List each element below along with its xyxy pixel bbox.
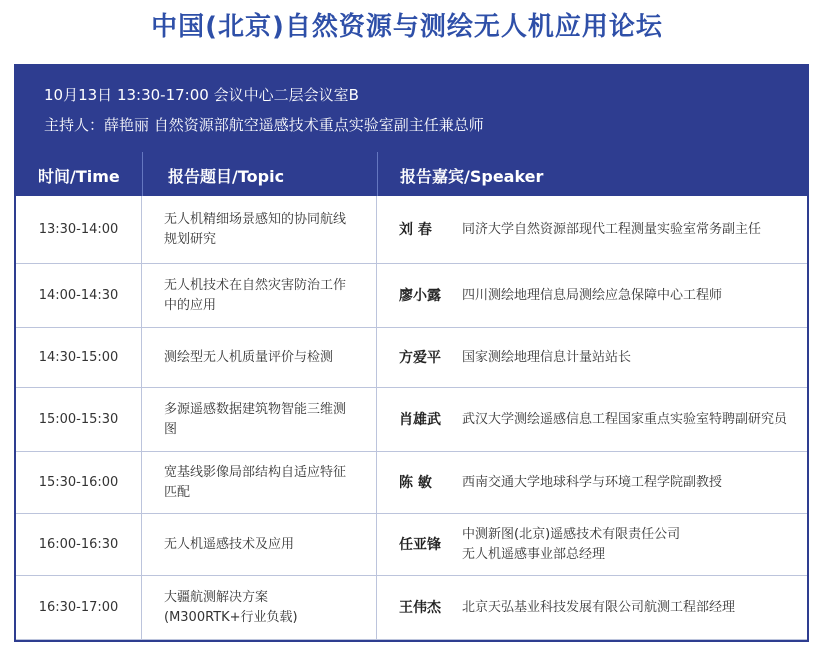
speaker-name	[377, 328, 447, 387]
speaker-name	[377, 576, 447, 639]
speaker-affiliation	[462, 196, 807, 263]
speaker-affiliation	[462, 388, 807, 451]
speaker-affiliation	[462, 328, 807, 387]
header-divider	[142, 152, 143, 196]
session-date-venue: 10月13日 13:30-17:00 会议中心二层会议室B	[44, 86, 359, 104]
topic-cell-text: 无人机技术在自然灾害防治工作中的应用	[164, 277, 347, 313]
time-cell	[16, 196, 142, 263]
speaker-name-text: 陈 敏	[399, 474, 432, 491]
speaker-affiliation-text: 武汉大学测绘遥感信息工程国家重点实验室特聘副研究员	[462, 411, 788, 427]
table-row	[16, 388, 807, 452]
speaker-affiliation-text: 四川测绘地理信息局测绘应急保障中心工程师	[462, 287, 723, 303]
page-title: 中国(北京)自然资源与测绘无人机应用论坛	[151, 12, 663, 42]
time-cell	[16, 328, 142, 387]
speaker-name	[377, 452, 447, 513]
speaker-affiliation	[462, 514, 807, 575]
speaker-affiliation	[462, 264, 807, 327]
speaker-affiliation	[462, 452, 807, 513]
table-row	[16, 196, 807, 264]
speaker-affiliation	[462, 576, 807, 639]
session-host: 主持人：薛艳丽 自然资源部航空遥感技术重点实验室副主任兼总师	[44, 116, 484, 134]
table-row	[16, 576, 807, 640]
time-cell-text: 16:30-17:00	[38, 599, 119, 615]
time-cell-text: 15:30-16:00	[38, 474, 119, 490]
topic-cell	[142, 388, 377, 451]
speaker-name	[377, 196, 447, 263]
schedule-table	[14, 64, 809, 642]
time-cell-text: 14:30-15:00	[38, 349, 119, 365]
topic-cell	[142, 264, 377, 327]
speaker-affiliation-text: 国家测绘地理信息计量站站长	[462, 349, 632, 365]
topic-cell	[142, 576, 377, 639]
session-info	[16, 66, 807, 152]
speaker-name-text: 肖雄武	[399, 411, 441, 428]
time-cell	[16, 452, 142, 513]
speaker-affiliation-text: 中测新图(北京)遥感技术有限责任公司 无人机遥感事业部总经理	[462, 526, 681, 562]
topic-cell-text: 无人机遥感技术及应用	[164, 536, 295, 552]
topic-cell-text: 测绘型无人机质量评价与检测	[164, 349, 334, 365]
time-cell	[16, 576, 142, 639]
header-time: 时间/Time	[38, 167, 120, 186]
topic-cell-text: 多源遥感数据建筑物智能三维测图	[164, 401, 347, 437]
speaker-name-text: 王伟杰	[399, 599, 441, 616]
speaker-name-text: 方爱平	[399, 349, 441, 366]
time-cell-text: 16:00-16:30	[38, 536, 119, 552]
speaker-name	[377, 388, 447, 451]
time-cell	[16, 264, 142, 327]
time-cell	[16, 388, 142, 451]
topic-cell	[142, 514, 377, 575]
table-row	[16, 328, 807, 388]
speaker-name	[377, 264, 447, 327]
speaker-affiliation-text: 西南交通大学地球科学与环境工程学院副教授	[462, 474, 723, 490]
table-header	[16, 152, 807, 196]
time-cell-text: 15:00-15:30	[38, 411, 119, 427]
time-cell	[16, 514, 142, 575]
table-row	[16, 452, 807, 514]
topic-cell-text: 大疆航测解决方案(M300RTK+行业负载)	[164, 589, 298, 625]
table-row	[16, 264, 807, 328]
speaker-name	[377, 514, 447, 575]
header-topic: 报告题目/Topic	[168, 167, 285, 186]
topic-cell-text: 宽基线影像局部结构自适应特征匹配	[164, 464, 347, 500]
time-cell-text: 13:30-14:00	[38, 221, 119, 237]
topic-cell	[142, 196, 377, 263]
speaker-name-text: 廖小露	[399, 287, 441, 304]
topic-cell	[142, 328, 377, 387]
speaker-affiliation-text: 北京天弘基业科技发展有限公司航测工程部经理	[462, 599, 736, 615]
time-cell-text: 14:00-14:30	[38, 287, 119, 303]
header-speaker: 报告嘉宾/Speaker	[400, 167, 544, 186]
topic-cell	[142, 452, 377, 513]
speaker-name-text: 刘 春	[399, 221, 432, 238]
speaker-affiliation-text: 同济大学自然资源部现代工程测量实验室常务副主任	[462, 221, 762, 237]
topic-cell-text: 无人机精细场景感知的协同航线规划研究	[164, 211, 347, 247]
header-divider	[377, 152, 378, 196]
speaker-name-text: 任亚锋	[399, 536, 441, 553]
table-row	[16, 514, 807, 576]
